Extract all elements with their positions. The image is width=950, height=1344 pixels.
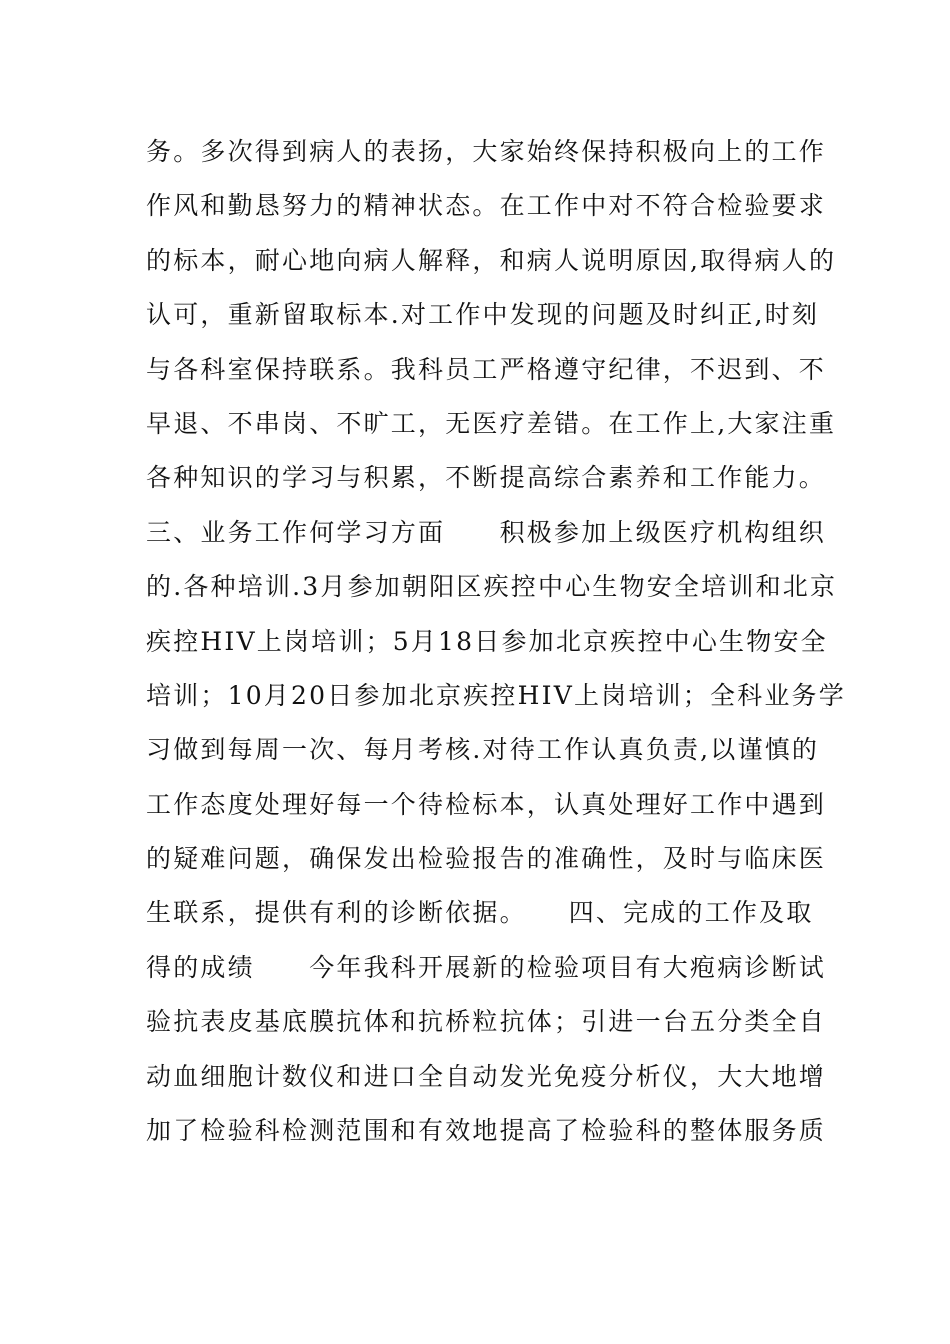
- text-line: 的.各种培训.3月参加朝阳区疾控中心生物安全培训和北京: [146, 572, 838, 602]
- text-line: 的疑难问题，确保发出检验报告的准确性，及时与临床医: [146, 844, 827, 874]
- text-line: 习做到每周一次、每月考核.对待工作认真负责,以谨慎的: [146, 735, 820, 765]
- text-line: 各种知识的学习与积累，不断提高综合素养和工作能力。: [146, 463, 827, 493]
- text-line: 作风和勤恳努力的精神状态。在工作中对不符合检验要求: [146, 191, 827, 221]
- text-line: 动血细胞计数仪和进口全自动发光免疫分析仪，大大地增: [146, 1061, 827, 1091]
- text-line: 加了检验科检测范围和有效地提高了检验科的整体服务质: [146, 1116, 827, 1146]
- text-line: 验抗表皮基底膜抗体和抗桥粒抗体；引进一台五分类全自: [146, 1007, 827, 1037]
- text-line: 疾控HIV上岗培训；5月18日参加北京疾控中心生物安全: [146, 626, 828, 656]
- text-line: 的标本，耐心地向病人解释，和病人说明原因,取得病人的: [146, 245, 837, 275]
- text-line: 务。多次得到病人的表扬，大家始终保持积极向上的工作: [146, 137, 827, 166]
- text-line: 得的成绩 今年我科开展新的检验项目有大疱病诊断试: [146, 952, 827, 982]
- text-line: 培训；10月20日参加北京疾控HIV上岗培训；全科业务学: [146, 680, 846, 710]
- text-line: 与各科室保持联系。我科员工严格遵守纪律，不迟到、不: [146, 354, 827, 384]
- text-line: 认可，重新留取标本.对工作中发现的问题及时纠正,时刻: [146, 300, 820, 330]
- text-line: 生联系，提供有利的诊断依据。 四、完成的工作及取: [146, 898, 814, 928]
- section-heading-line: 三、业务工作何学习方面 积极参加上级医疗机构组织: [146, 517, 827, 547]
- text-line: 早退、不串岗、不旷工，无医疗差错。在工作上,大家注重: [146, 408, 837, 438]
- body-text: [146, 128, 846, 1161]
- text-line: 工作态度处理好每一个待检标本，认真处理好工作中遇到: [146, 789, 827, 819]
